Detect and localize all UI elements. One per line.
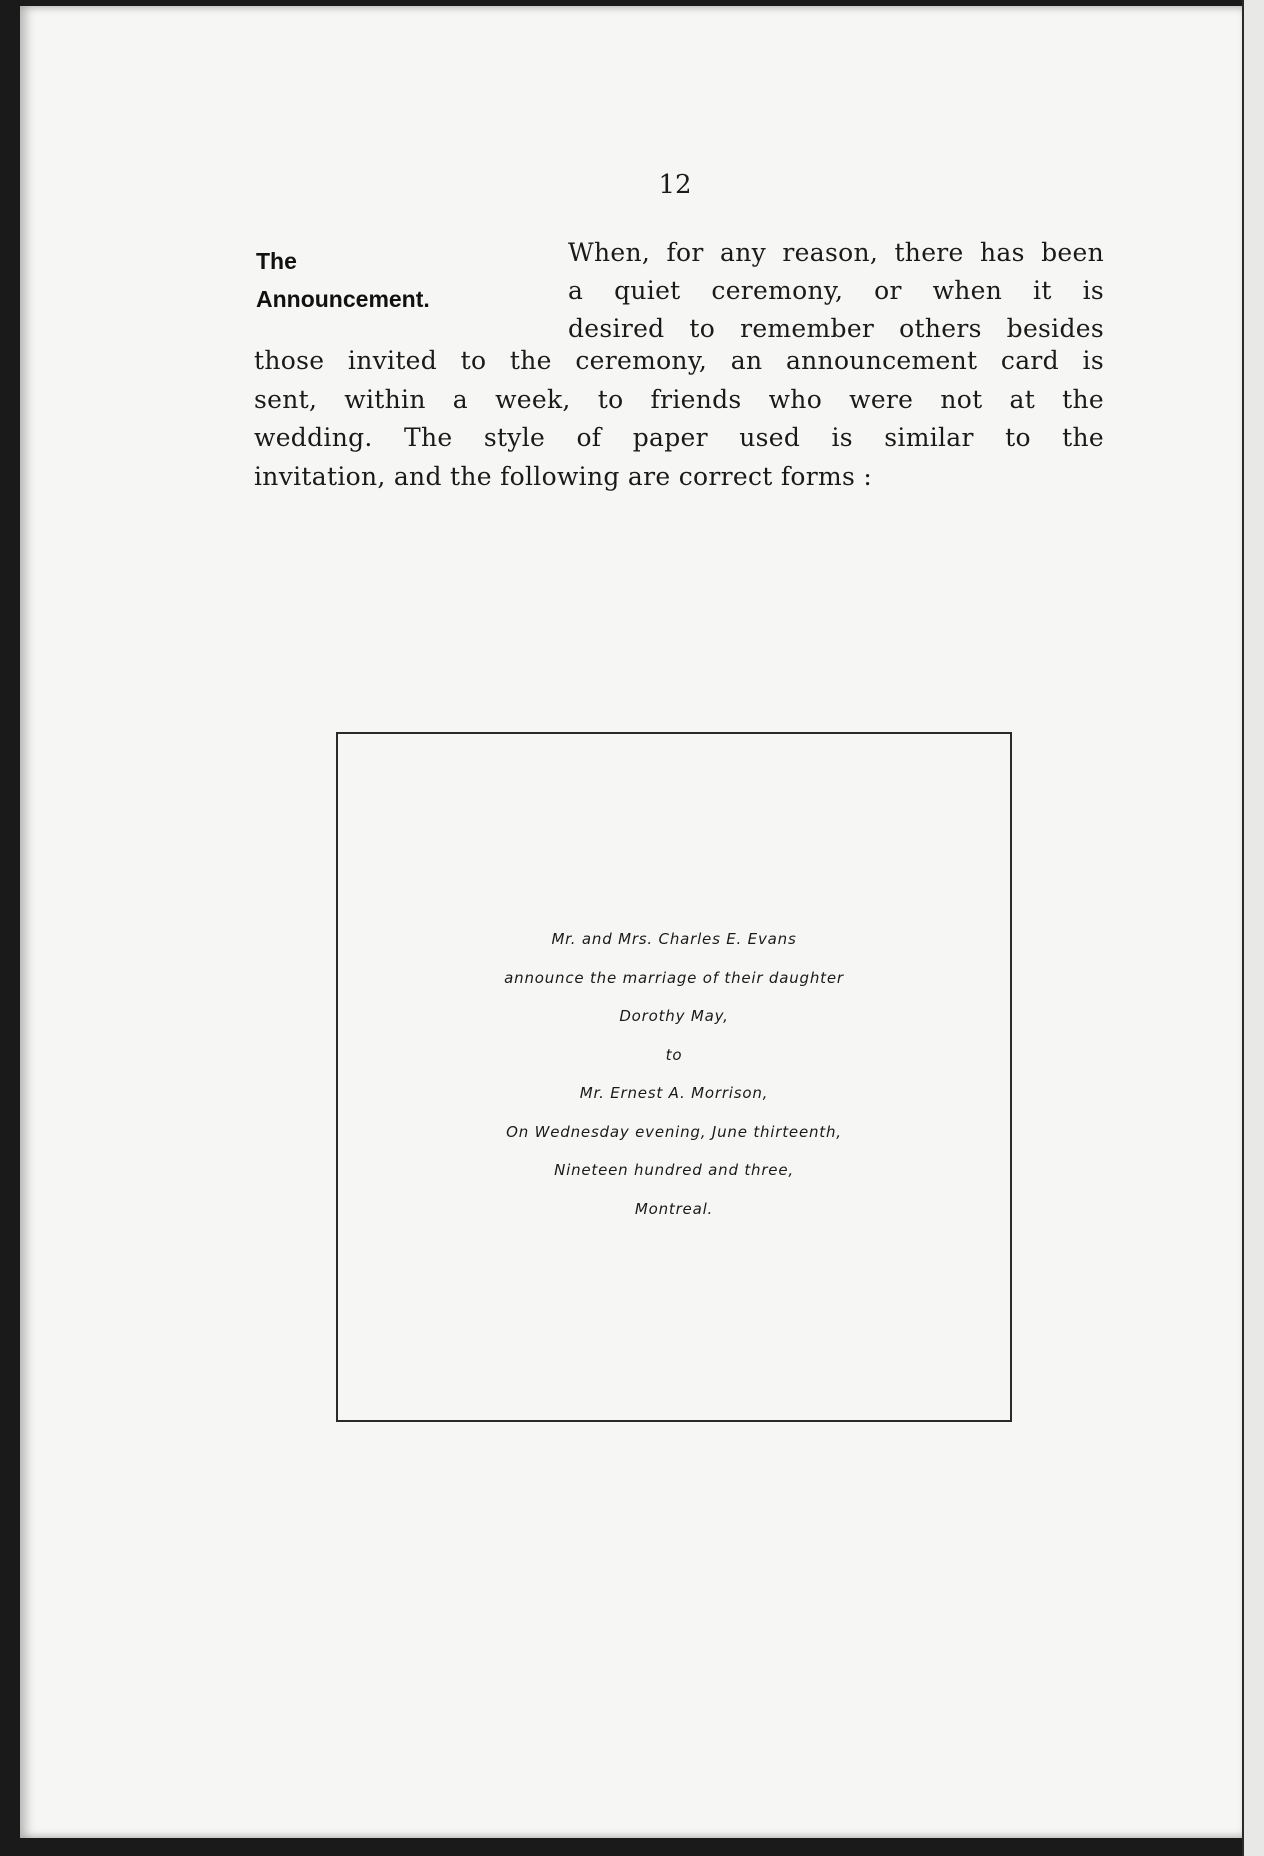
body-line: wedding. The style of paper used is similar to the <box>254 423 1104 452</box>
card-line-year: Nineteen hundred and three, <box>554 1161 794 1179</box>
body-line: those invited to the ceremony, an announcement card is <box>254 346 1104 375</box>
body-paragraph <box>254 342 1104 496</box>
section-heading <box>256 242 430 318</box>
card-line-announce: announce the marriage of their daughter <box>504 968 844 987</box>
card-line-bride: Dorothy May, <box>619 1007 729 1025</box>
section-heading-line-2: Announcement. <box>256 286 430 312</box>
card-line-to: to <box>665 1045 683 1064</box>
intro-paragraph <box>568 234 1104 348</box>
card-line-place: Montreal. <box>634 1199 714 1218</box>
announcement-text <box>338 920 1010 1228</box>
announcement-card <box>336 732 1012 1422</box>
intro-line: a quiet ceremony, or when it is <box>568 276 1104 305</box>
card-line-parents: Mr. and Mrs. Charles E. Evans <box>551 930 797 948</box>
body-line: invitation, and the following are correct forms : <box>254 461 873 491</box>
body-line: sent, within a week, to friends who were not at the <box>254 384 1104 414</box>
card-line-groom: Mr. Ernest A. Morrison, <box>579 1084 769 1102</box>
page-number: 12 <box>658 170 692 200</box>
section-heading-line-1: The <box>256 248 297 274</box>
intro-line: desired to remember others besides <box>568 314 1104 343</box>
card-line-date: On Wednesday evening, June thirteenth, <box>506 1122 842 1141</box>
intro-line: When, for any reason, there has been <box>568 238 1104 267</box>
page-edge <box>1242 0 1264 1856</box>
